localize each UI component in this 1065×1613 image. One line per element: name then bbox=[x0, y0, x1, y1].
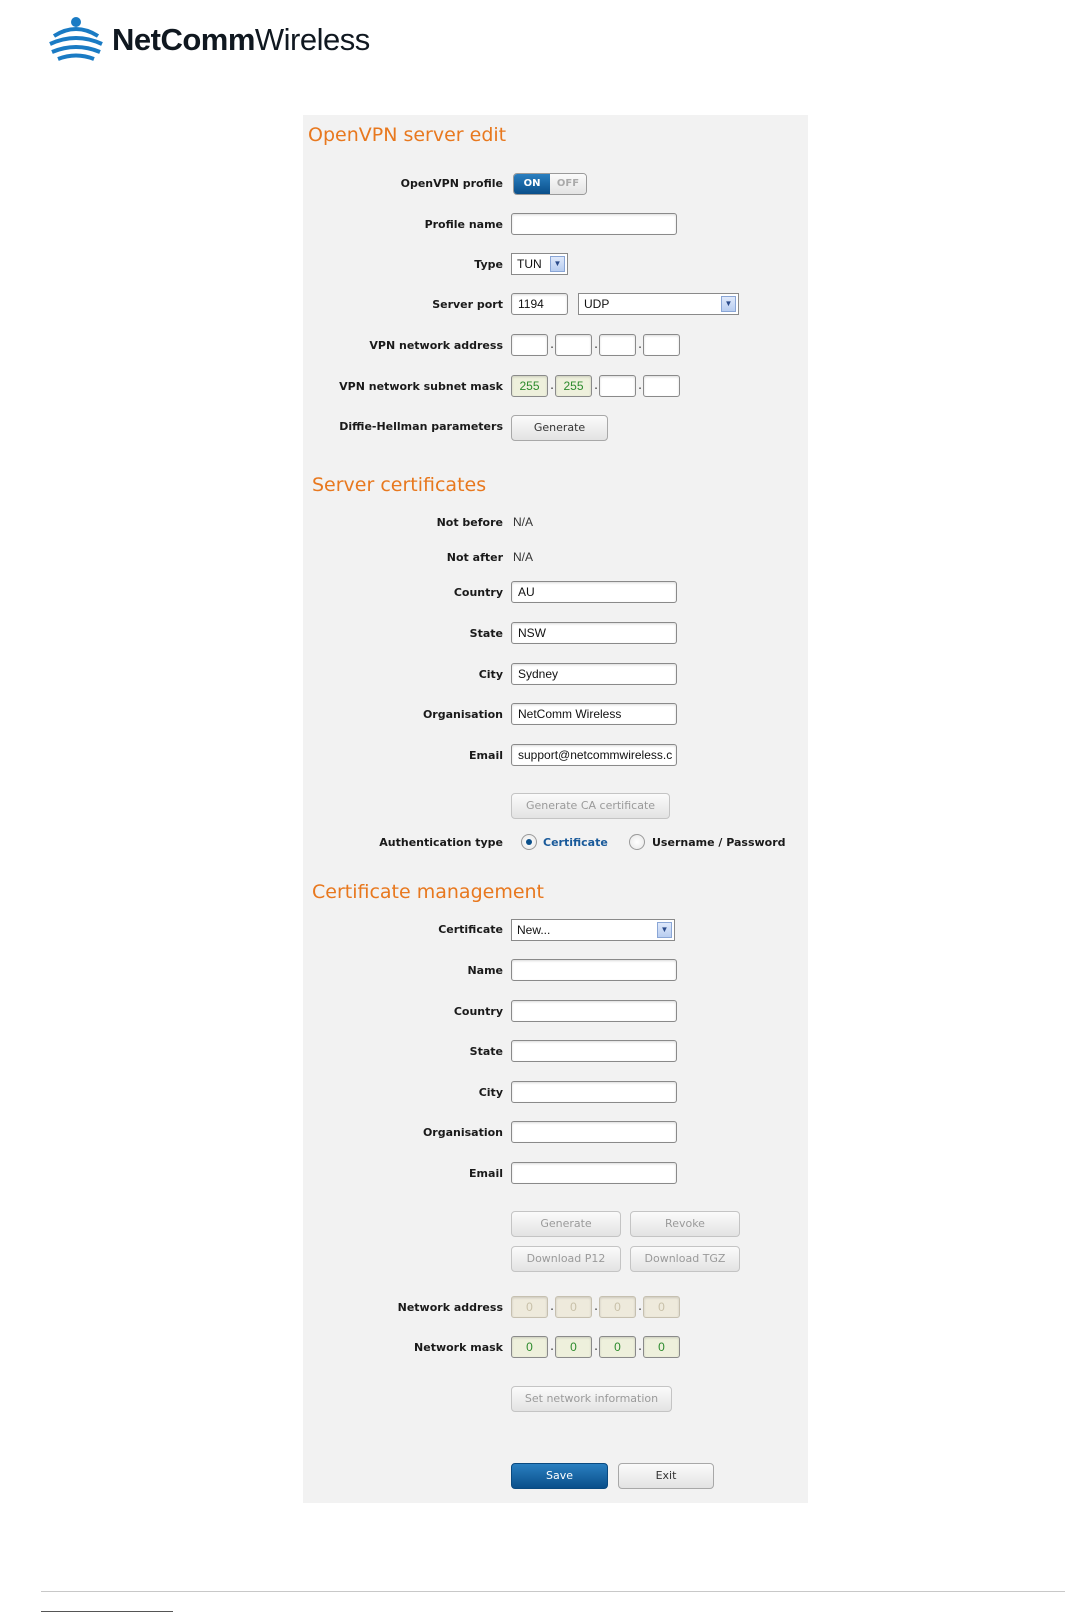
generate-ca-button[interactable]: Generate CA certificate bbox=[511, 793, 670, 819]
exit-button[interactable]: Exit bbox=[618, 1463, 714, 1489]
cm-city-input[interactable] bbox=[511, 1081, 677, 1103]
openvpn-profile-label: OpenVPN profile bbox=[400, 177, 503, 190]
footnote-divider bbox=[41, 1611, 173, 1612]
city-label: City bbox=[478, 668, 503, 681]
not-after-value: N/A bbox=[513, 550, 534, 564]
profile-name-input[interactable] bbox=[511, 213, 677, 235]
section-title-server-certificates: Server certificates bbox=[312, 474, 487, 496]
organisation-label: Organisation bbox=[422, 708, 503, 721]
vpn-mask-octet-1[interactable]: 255 bbox=[511, 375, 548, 397]
octet-separator: . bbox=[638, 337, 642, 351]
auth-certificate-radio[interactable] bbox=[521, 834, 537, 850]
server-port-label: Server port bbox=[432, 298, 503, 311]
server-port-input[interactable]: 1194 bbox=[511, 293, 568, 315]
cm-city-label: City bbox=[478, 1086, 503, 1099]
octet-separator: . bbox=[594, 1339, 598, 1353]
toggle-on[interactable]: ON bbox=[514, 174, 550, 194]
vpn-mask-octet-4[interactable] bbox=[643, 375, 680, 397]
radio-selected-dot bbox=[526, 839, 532, 845]
network-address-label: Network address bbox=[397, 1301, 503, 1314]
cm-country-label: Country bbox=[453, 1005, 503, 1018]
auth-username-label[interactable]: Username / Password bbox=[652, 836, 786, 849]
octet-separator: . bbox=[594, 1299, 598, 1313]
not-after-label: Not after bbox=[446, 551, 503, 564]
cm-name-input[interactable] bbox=[511, 959, 677, 981]
certificate-select[interactable] bbox=[511, 919, 675, 941]
octet-separator: . bbox=[594, 337, 598, 351]
email-label: Email bbox=[469, 749, 503, 762]
vpn-network-octet-4[interactable] bbox=[643, 334, 680, 356]
octet-separator: . bbox=[550, 1339, 554, 1353]
openvpn-edit-panel bbox=[303, 115, 808, 1503]
country-input[interactable]: AU bbox=[511, 581, 677, 603]
type-value: TUN bbox=[517, 257, 542, 271]
vpn-mask-octet-3[interactable] bbox=[599, 375, 636, 397]
network-address-octet-4[interactable]: 0 bbox=[643, 1296, 680, 1318]
profile-name-label: Profile name bbox=[424, 218, 503, 231]
section-title-certificate-management: Certificate management bbox=[312, 881, 545, 903]
cm-email-label: Email bbox=[469, 1167, 503, 1180]
vpn-network-label: VPN network address bbox=[369, 339, 503, 352]
dh-generate-button[interactable]: Generate bbox=[511, 415, 608, 441]
toggle-off[interactable]: OFF bbox=[550, 174, 586, 194]
cm-revoke-button[interactable]: Revoke bbox=[630, 1211, 740, 1237]
network-address-octet-1[interactable]: 0 bbox=[511, 1296, 548, 1318]
vpn-network-octet-1[interactable] bbox=[511, 334, 548, 356]
city-input[interactable]: Sydney bbox=[511, 663, 677, 685]
wifi-logo-icon bbox=[48, 14, 104, 66]
network-address-octet-3[interactable]: 0 bbox=[599, 1296, 636, 1318]
network-mask-octet-2[interactable]: 0 bbox=[555, 1336, 592, 1358]
set-network-info-button[interactable]: Set network information bbox=[511, 1386, 672, 1412]
cm-state-input[interactable] bbox=[511, 1040, 677, 1062]
octet-separator: . bbox=[638, 1299, 642, 1313]
vpn-mask-label: VPN network subnet mask bbox=[339, 380, 503, 393]
chevron-down-icon[interactable]: ▼ bbox=[657, 922, 672, 938]
type-select[interactable] bbox=[511, 253, 568, 275]
not-before-value: N/A bbox=[513, 515, 534, 529]
dh-params-label: Diffie-Hellman parameters bbox=[339, 420, 503, 433]
section-title-openvpn: OpenVPN server edit bbox=[308, 124, 507, 146]
auth-certificate-label[interactable]: Certificate bbox=[543, 836, 608, 849]
save-button[interactable]: Save bbox=[511, 1463, 608, 1489]
network-address-octet-2[interactable]: 0 bbox=[555, 1296, 592, 1318]
protocol-select[interactable] bbox=[578, 293, 739, 315]
octet-separator: . bbox=[550, 1299, 554, 1313]
cm-organisation-label: Organisation bbox=[422, 1126, 503, 1139]
protocol-value: UDP bbox=[584, 297, 610, 311]
cm-email-input[interactable] bbox=[511, 1162, 677, 1184]
download-tgz-button[interactable]: Download TGZ bbox=[630, 1246, 740, 1272]
cm-generate-button[interactable]: Generate bbox=[511, 1211, 621, 1237]
octet-separator: . bbox=[594, 378, 598, 392]
certificate-label: Certificate bbox=[438, 923, 503, 936]
brand-logo bbox=[48, 14, 370, 66]
octet-separator: . bbox=[550, 337, 554, 351]
state-label: State bbox=[469, 627, 503, 640]
network-mask-octet-3[interactable]: 0 bbox=[599, 1336, 636, 1358]
email-input[interactable]: support@netcommwireless.c bbox=[511, 744, 677, 766]
vpn-network-octet-2[interactable] bbox=[555, 334, 592, 356]
country-label: Country bbox=[453, 586, 503, 599]
not-before-label: Not before bbox=[436, 516, 503, 529]
vpn-network-octet-3[interactable] bbox=[599, 334, 636, 356]
network-mask-label: Network mask bbox=[414, 1341, 503, 1354]
brand-name: NetCommWireless bbox=[112, 22, 370, 57]
organisation-input[interactable]: NetComm Wireless bbox=[511, 703, 677, 725]
cm-organisation-input[interactable] bbox=[511, 1121, 677, 1143]
download-p12-button[interactable]: Download P12 bbox=[511, 1246, 621, 1272]
octet-separator: . bbox=[550, 378, 554, 392]
network-mask-octet-4[interactable]: 0 bbox=[643, 1336, 680, 1358]
chevron-down-icon[interactable]: ▼ bbox=[721, 296, 736, 312]
auth-username-radio[interactable] bbox=[629, 834, 645, 850]
network-mask-octet-1[interactable]: 0 bbox=[511, 1336, 548, 1358]
openvpn-profile-toggle[interactable] bbox=[513, 173, 587, 195]
state-input[interactable]: NSW bbox=[511, 622, 677, 644]
type-label: Type bbox=[474, 258, 503, 271]
vpn-mask-octet-2[interactable]: 255 bbox=[555, 375, 592, 397]
cm-name-label: Name bbox=[467, 964, 503, 977]
octet-separator: . bbox=[638, 378, 642, 392]
octet-separator: . bbox=[638, 1339, 642, 1353]
auth-type-label: Authentication type bbox=[379, 836, 503, 849]
chevron-down-icon[interactable]: ▼ bbox=[550, 256, 565, 272]
cm-state-label: State bbox=[469, 1045, 503, 1058]
footer-divider bbox=[41, 1591, 1065, 1592]
certificate-value: New... bbox=[517, 923, 551, 937]
cm-country-input[interactable] bbox=[511, 1000, 677, 1022]
